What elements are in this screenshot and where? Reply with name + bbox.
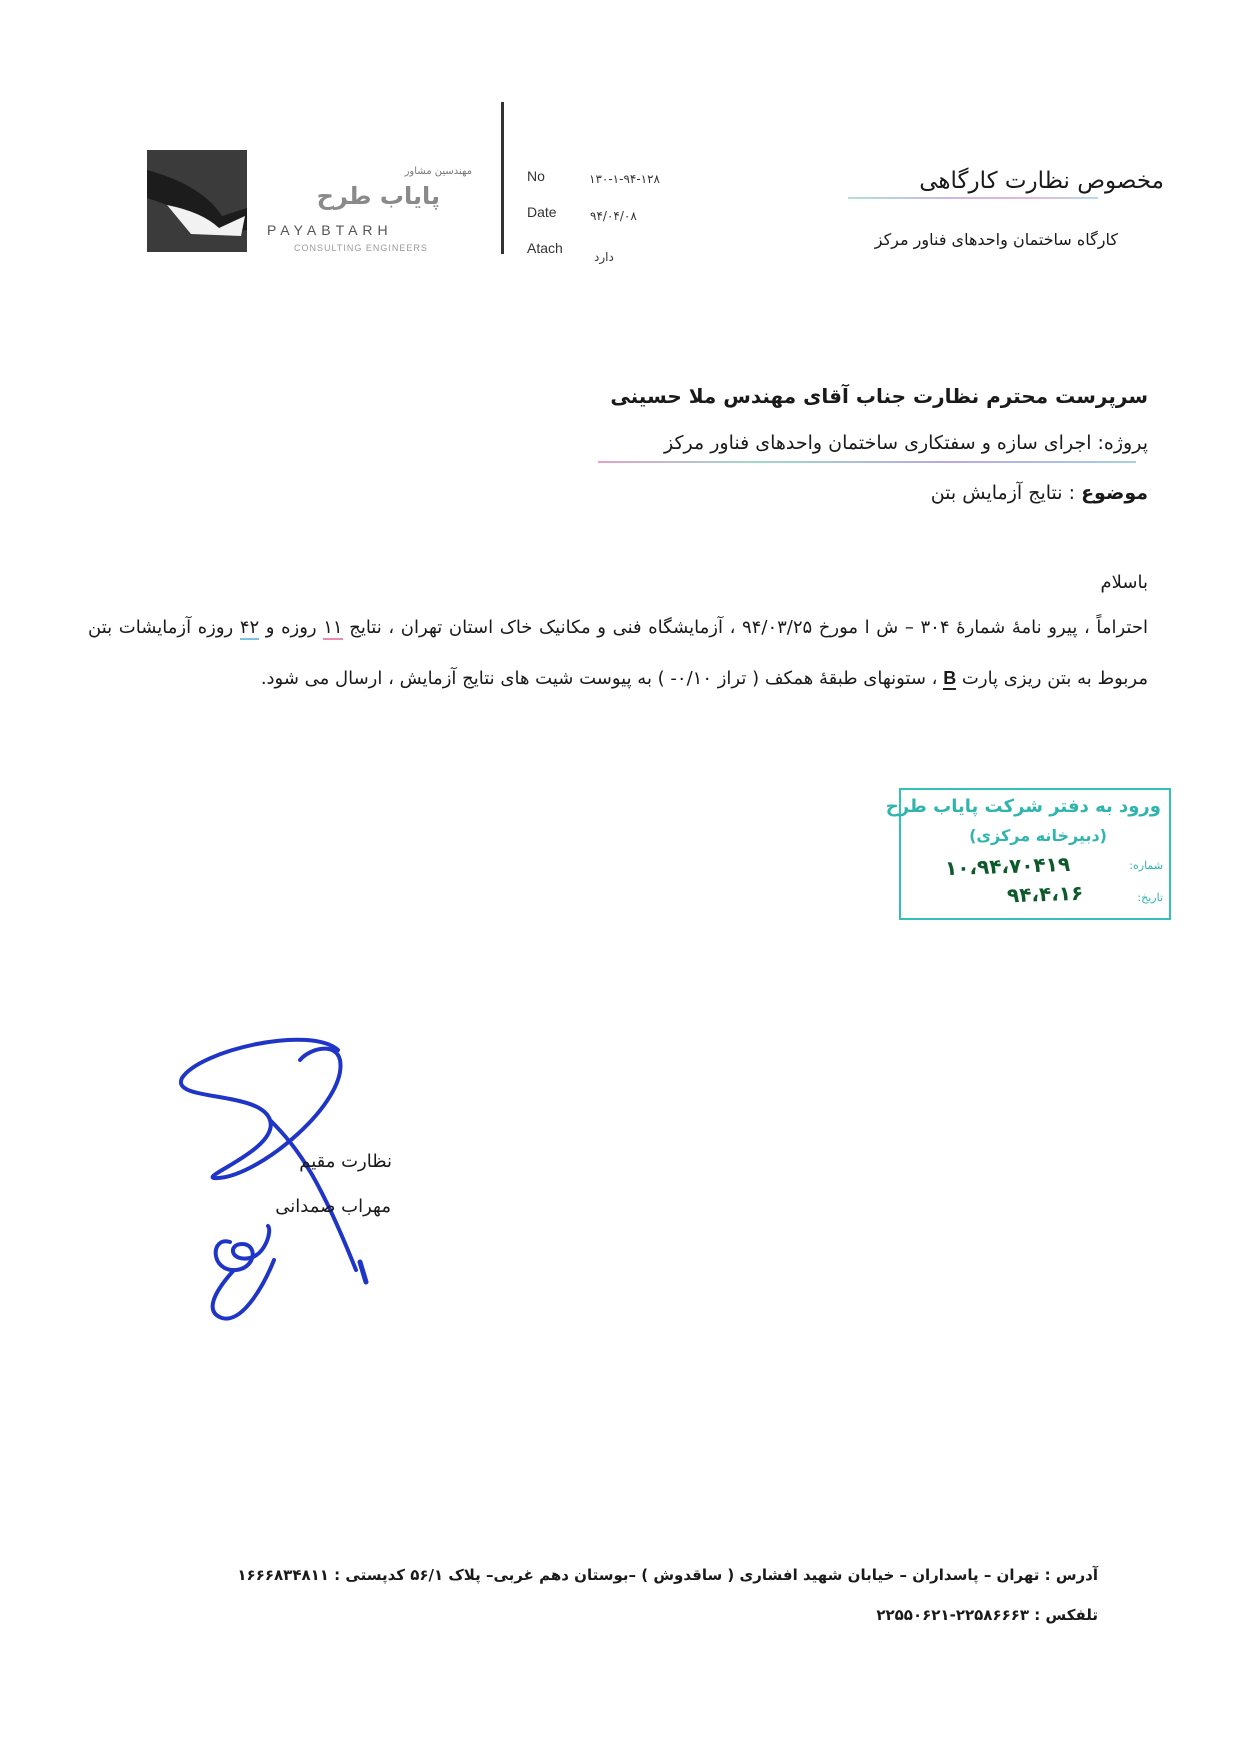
footer-phone: تلفکس : ۲۲۵۸۶۶۶۳-۲۲۵۵۰۶۲۱ [876,1606,1098,1624]
signer-title: نظارت مقیم [299,1151,392,1172]
control-title-underline [848,197,1098,199]
stamp-number-label: شماره: [1129,859,1163,872]
stamp-line-1: ورود به دفتر شرکت پایاب طرح [885,796,1161,817]
receipt-stamp [885,788,1171,920]
body-part-1: احتراماً ، پیرو نامهٔ شمارهٔ ۳۰۴ – ش ا مورخ ۹۴/۰۳/۲۵ ، آزمایشگاه فنی و مکانیک خاک استان تهران ، نتایج [342,617,1148,638]
project-underline [598,461,1136,463]
project-line: پروژه: اجرای سازه و سفتکاری ساختمان واحدهای فناور مرکز [664,432,1148,454]
control-subtitle: کارگاه ساختمان واحدهای فناور مرکز [874,230,1118,249]
header-divider [501,102,504,254]
body-part-2: روزه و [259,617,324,638]
stamp-number-value: ۱۰،۹۴،۷۰۴۱۹ [944,851,1071,881]
footer-address: آدرس : تهران – پاسداران – خیابان شهید افشاری ( ساقدوش ) –بوستان دهم غربی– پلاک ۵۶/۱ کدپستی : ۱۶۶۶۸۳۴۸۱۱ [237,1566,1098,1584]
brand-name-fa: پایاب طرح [316,182,440,210]
no-label: No [527,168,545,184]
greeting: باسلام [1100,572,1148,593]
stamp-line-2: (دبیرخانه مرکزی) [969,826,1107,845]
brand-subtitle-en: CONSULTING ENGINEERS [294,243,428,253]
attach-label: Atach [527,240,563,256]
subject-value: : نتایج آزمایش بتن [930,482,1082,504]
control-title: مخصوص نظارت کارگاهی [919,168,1164,194]
brand-tagline-fa: مهندسین مشاور [404,166,472,177]
company-logo [147,150,247,252]
subject-label: موضوع [1081,482,1148,504]
body-part-b: B [943,668,957,688]
handwritten-signature [170,1030,410,1350]
attachment-value: دارد [594,250,614,264]
body-part-3: روزه آزمایشات بتن مربوط به بتن ریزی پارت [88,617,1148,689]
stamp-date-value: ۹۴،۴،۱۶ [1006,880,1084,908]
body-days-11: ۱۱ [323,617,343,638]
signer-name: مهراب صمدانی [275,1196,391,1217]
brand-name-en: PAYABTARH [267,222,393,238]
subject-line [931,482,1148,504]
recipient: سرپرست محترم نظارت جناب آقای مهندس ملا حسینی [610,384,1148,408]
letter-date: ۹۴/۰۴/۰۸ [590,209,637,223]
body-part-4: ، ستونهای طبقهٔ همکف ( تراز ۰/۱۰- ) به پیوست شیت های نتایج آزمایش ، ارسال می شود. [260,668,944,689]
date-label: Date [527,204,557,220]
stamp-date-label: تاریخ: [1137,891,1163,904]
letter-number: ۱۳۰-۱-۹۴-۱۲۸ [589,172,660,186]
body-days-42: ۴۲ [239,617,260,638]
letter-body [88,603,1148,704]
